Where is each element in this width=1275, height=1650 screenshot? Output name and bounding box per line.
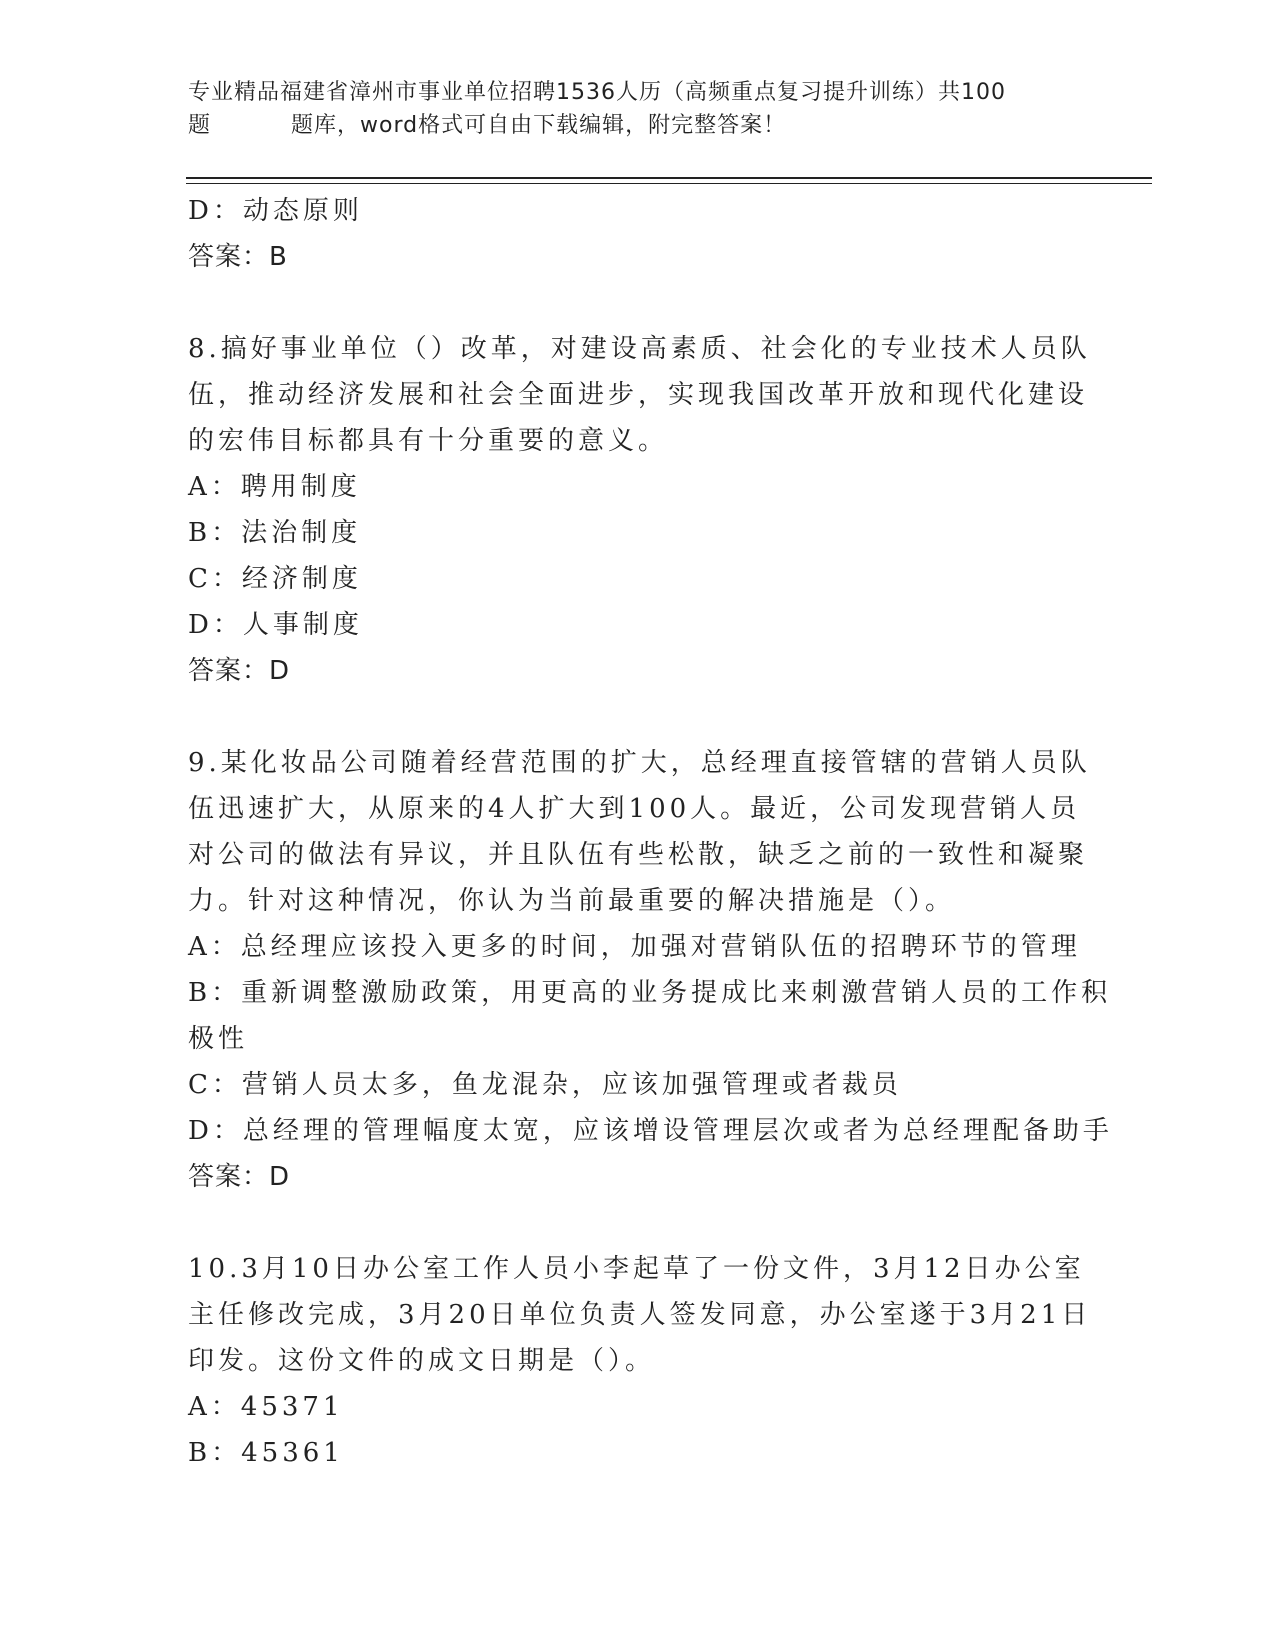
question-text-line: 对公司的做法有异议，并且队伍有些松散，缺乏之前的一致性和凝聚 <box>188 840 1089 870</box>
option-d: D：人事制度 <box>188 610 363 640</box>
page-header <box>188 76 1068 142</box>
document-body <box>188 188 1113 1476</box>
option-c: C：经济制度 <box>188 564 362 594</box>
question-10 <box>188 1246 1092 1476</box>
option-a: A：聘用制度 <box>188 472 361 502</box>
option-b: B：重新调整激励政策，用更高的业务提成比来刺激营销人员的工作积 <box>188 978 1112 1008</box>
prev-question-tail <box>188 188 1088 280</box>
option-d: D：总经理的管理幅度太宽，应该增设管理层次或者为总经理配备助手 <box>188 1116 1113 1146</box>
header-title-line2-head: 题 <box>188 113 212 138</box>
option-b: B：45361 <box>188 1438 344 1468</box>
header-rule-thick <box>186 177 1152 179</box>
question-text-line: 10.3月10日办公室工作人员小李起草了一份文件，3月12日办公室 <box>188 1254 1085 1284</box>
option-d: D：动态原则 <box>188 196 363 226</box>
answer: 答案：D <box>188 656 291 686</box>
question-text-line: 主任修改完成，3月20日单位负责人签发同意，办公室遂于3月21日 <box>188 1300 1092 1330</box>
question-text-line: 伍，推动经济发展和社会全面进步，实现我国改革开放和现代化建设 <box>188 380 1089 410</box>
question-text-line: 的宏伟目标都具有十分重要的意义。 <box>188 426 669 456</box>
option-b-continued: 极性 <box>188 1024 249 1054</box>
header-rule-thin <box>186 183 1152 184</box>
question-text-line: 8.搞好事业单位（）改革，对建设高素质、社会化的专业技术人员队 <box>188 334 1091 364</box>
spacer <box>188 1200 1088 1246</box>
question-text-line: 印发。这份文件的成文日期是（）。 <box>188 1346 656 1376</box>
answer: 答案：D <box>188 1162 291 1192</box>
header-title-line2 <box>188 109 1068 142</box>
question-8 <box>188 326 1091 694</box>
header-title-line1: 专业精品福建省漳州市事业单位招聘1536人历（高频重点复习提升训练）共100 <box>188 80 1006 105</box>
option-b: B：法治制度 <box>188 518 362 548</box>
spacer <box>188 694 1088 740</box>
option-a: A：45371 <box>188 1392 344 1422</box>
spacer <box>188 280 1088 326</box>
answer: 答案：B <box>188 242 288 272</box>
option-c: C：营销人员太多，鱼龙混杂，应该加强管理或者裁员 <box>188 1070 902 1100</box>
header-title-line2-tail: 题库，word格式可自由下载编辑，附完整答案！ <box>291 113 787 138</box>
question-9 <box>188 740 1113 1200</box>
question-text-line: 9.某化妆品公司随着经营范围的扩大，总经理直接管辖的营销人员队 <box>188 748 1091 778</box>
question-text-line: 力。针对这种情况，你认为当前最重要的解决措施是（）。 <box>188 886 956 916</box>
question-text-line: 伍迅速扩大，从原来的4人扩大到100人。最近，公司发现营销人员 <box>188 794 1081 824</box>
option-a: A：总经理应该投入更多的时间，加强对营销队伍的招聘环节的管理 <box>188 932 1081 962</box>
